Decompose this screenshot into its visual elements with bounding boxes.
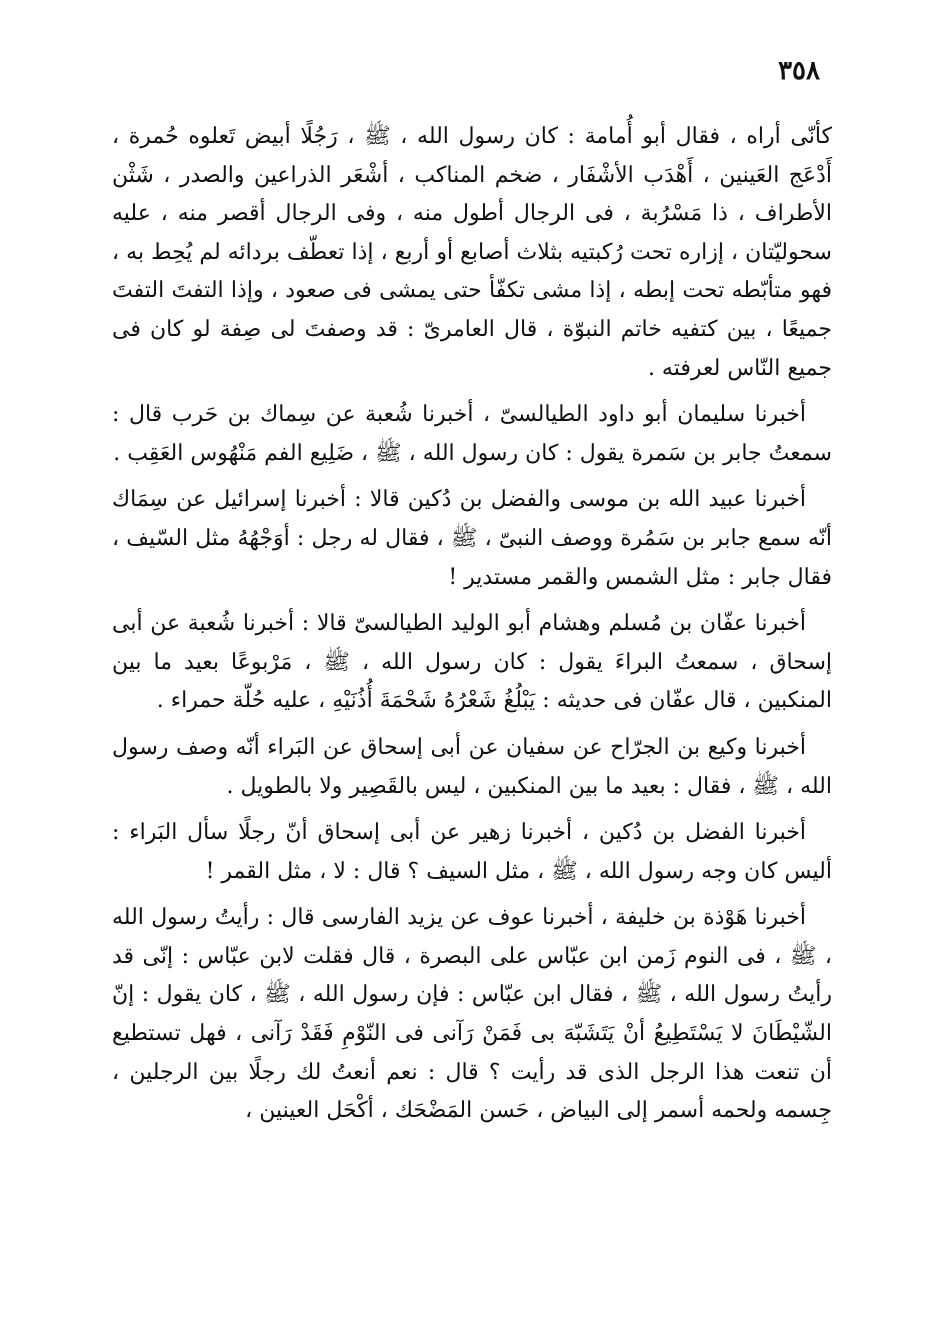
page-number: ٣٥٨ [778,56,820,86]
paragraph: أخبرنا عفّان بن مُسلم وهشام أبو الوليد الطيالسىّ قالا : أخبرنا شُعبة عن أبى إسحاق ، سمعتُ البراءَ يقول : كان رسول الله ، ﷺ ، مَرْبوعًا بعيد ما بين المنكبين ، قال عفّان فى حديثه : يَبْلُغُ شَعْرُهُ شَحْمَةَ أُذُنَيْهِ ، عليه حُلّة حمراء . [112,611,832,714]
paragraph: أخبرنا هَوْذة بن خليفة ، أخبرنا عوف عن يزيد الفارسى قال : رأيتُ رسول الله ، ﷺ ، فى النوم زَمن ابن عبّاس على البصرة ، قال فقلت لابن عبّاس : إنّى قد رأيتُ رسول الله ، ﷺ ، فقال ابن عبّاس : فإن رسول الله ، ﷺ ، كان يقول : إنّ الشّيْطَانَ لا يَسْتَطِيعُ أنْ يَتَشَبّهَ بى فَمَنْ رَآنى فى النّوْمِ فَقَدْ رَآنى ، فهل تستطيع أن تنعت هذا الرجل الذى قد رأيت ؟ قال : نعم أنعتُ لك رجلًا بين الرجلين ، جِسمه ولحمه أسمر إلى البياض ، حَسن المَضْحَك ، أكْحَل العينين ، [112,905,832,1124]
paragraph: كأنّى أراه ، فقال أبو أُمامة : كان رسول الله ، ﷺ ، رَجُلًا أبيض تَعلوه حُمرة ، أَدْعَج العَينين ، أَهْدَب الأشْفَار ، ضخم المناكب ، أشْعَر الذراعين والصدر ، شَثْن الأطراف ، ذا مَسْرُبة ، فى الرجال أطول منه ، وفى الرجال أقصر منه ، عليه سحوليّتان ، إزاره تحت رُكبتيه بثلاث أصابع أو أربع ، إذا تعطّف بردائه لم يُحِط به ، فهو متأبّطه تحت إبطه ، إذا مشى تكفّأ حتى يمشى فى صعود ، وإذا التفتَ التفتَ جميعًا ، بين كتفيه خاتم النبوّة ، قال العامرىّ : قد وصفتَ لى صِفة لو كان فى جميع النّاس لعرفته . [112,124,832,381]
paragraph: أخبرنا عبيد الله بن موسى والفضل بن دُكين قالا : أخبرنا إسرائيل عن سِمَاك أنّه سمع جابر بن سَمُرة ووصف النبىّ ، ﷺ ، فقال له رجل : أوَجْهُهُ مثل السّيف ، فقال جابر : مثل الشمس والقمر مستدير ! [112,487,832,590]
paragraph: أخبرنا الفضل بن دُكين ، أخبرنا زهير عن أبى إسحاق أنّ رجلًا سأل البَراء : أليس كان وجه رسول الله ، ﷺ ، مثل السيف ؟ قال : لا ، مثل القمر ! [112,820,832,884]
paragraph: أخبرنا سليمان أبو داود الطيالسىّ ، أخبرنا شُعبة عن سِماك بن حَرب قال : سمعتُ جابر بن سَمرة يقول : كان رسول الله ، ﷺ ، ضَلِيع الفم مَنْهُوس العَقِب . [112,402,832,466]
paragraph: أخبرنا وكيع بن الجرّاح عن سفيان عن أبى إسحاق عن البَراء أنّه وصف رسول الله ، ﷺ ، فقال : بعيد ما بين المنكبين ، ليس بالقَصِير ولا بالطويل . [112,734,832,799]
page-body [112,118,832,1131]
